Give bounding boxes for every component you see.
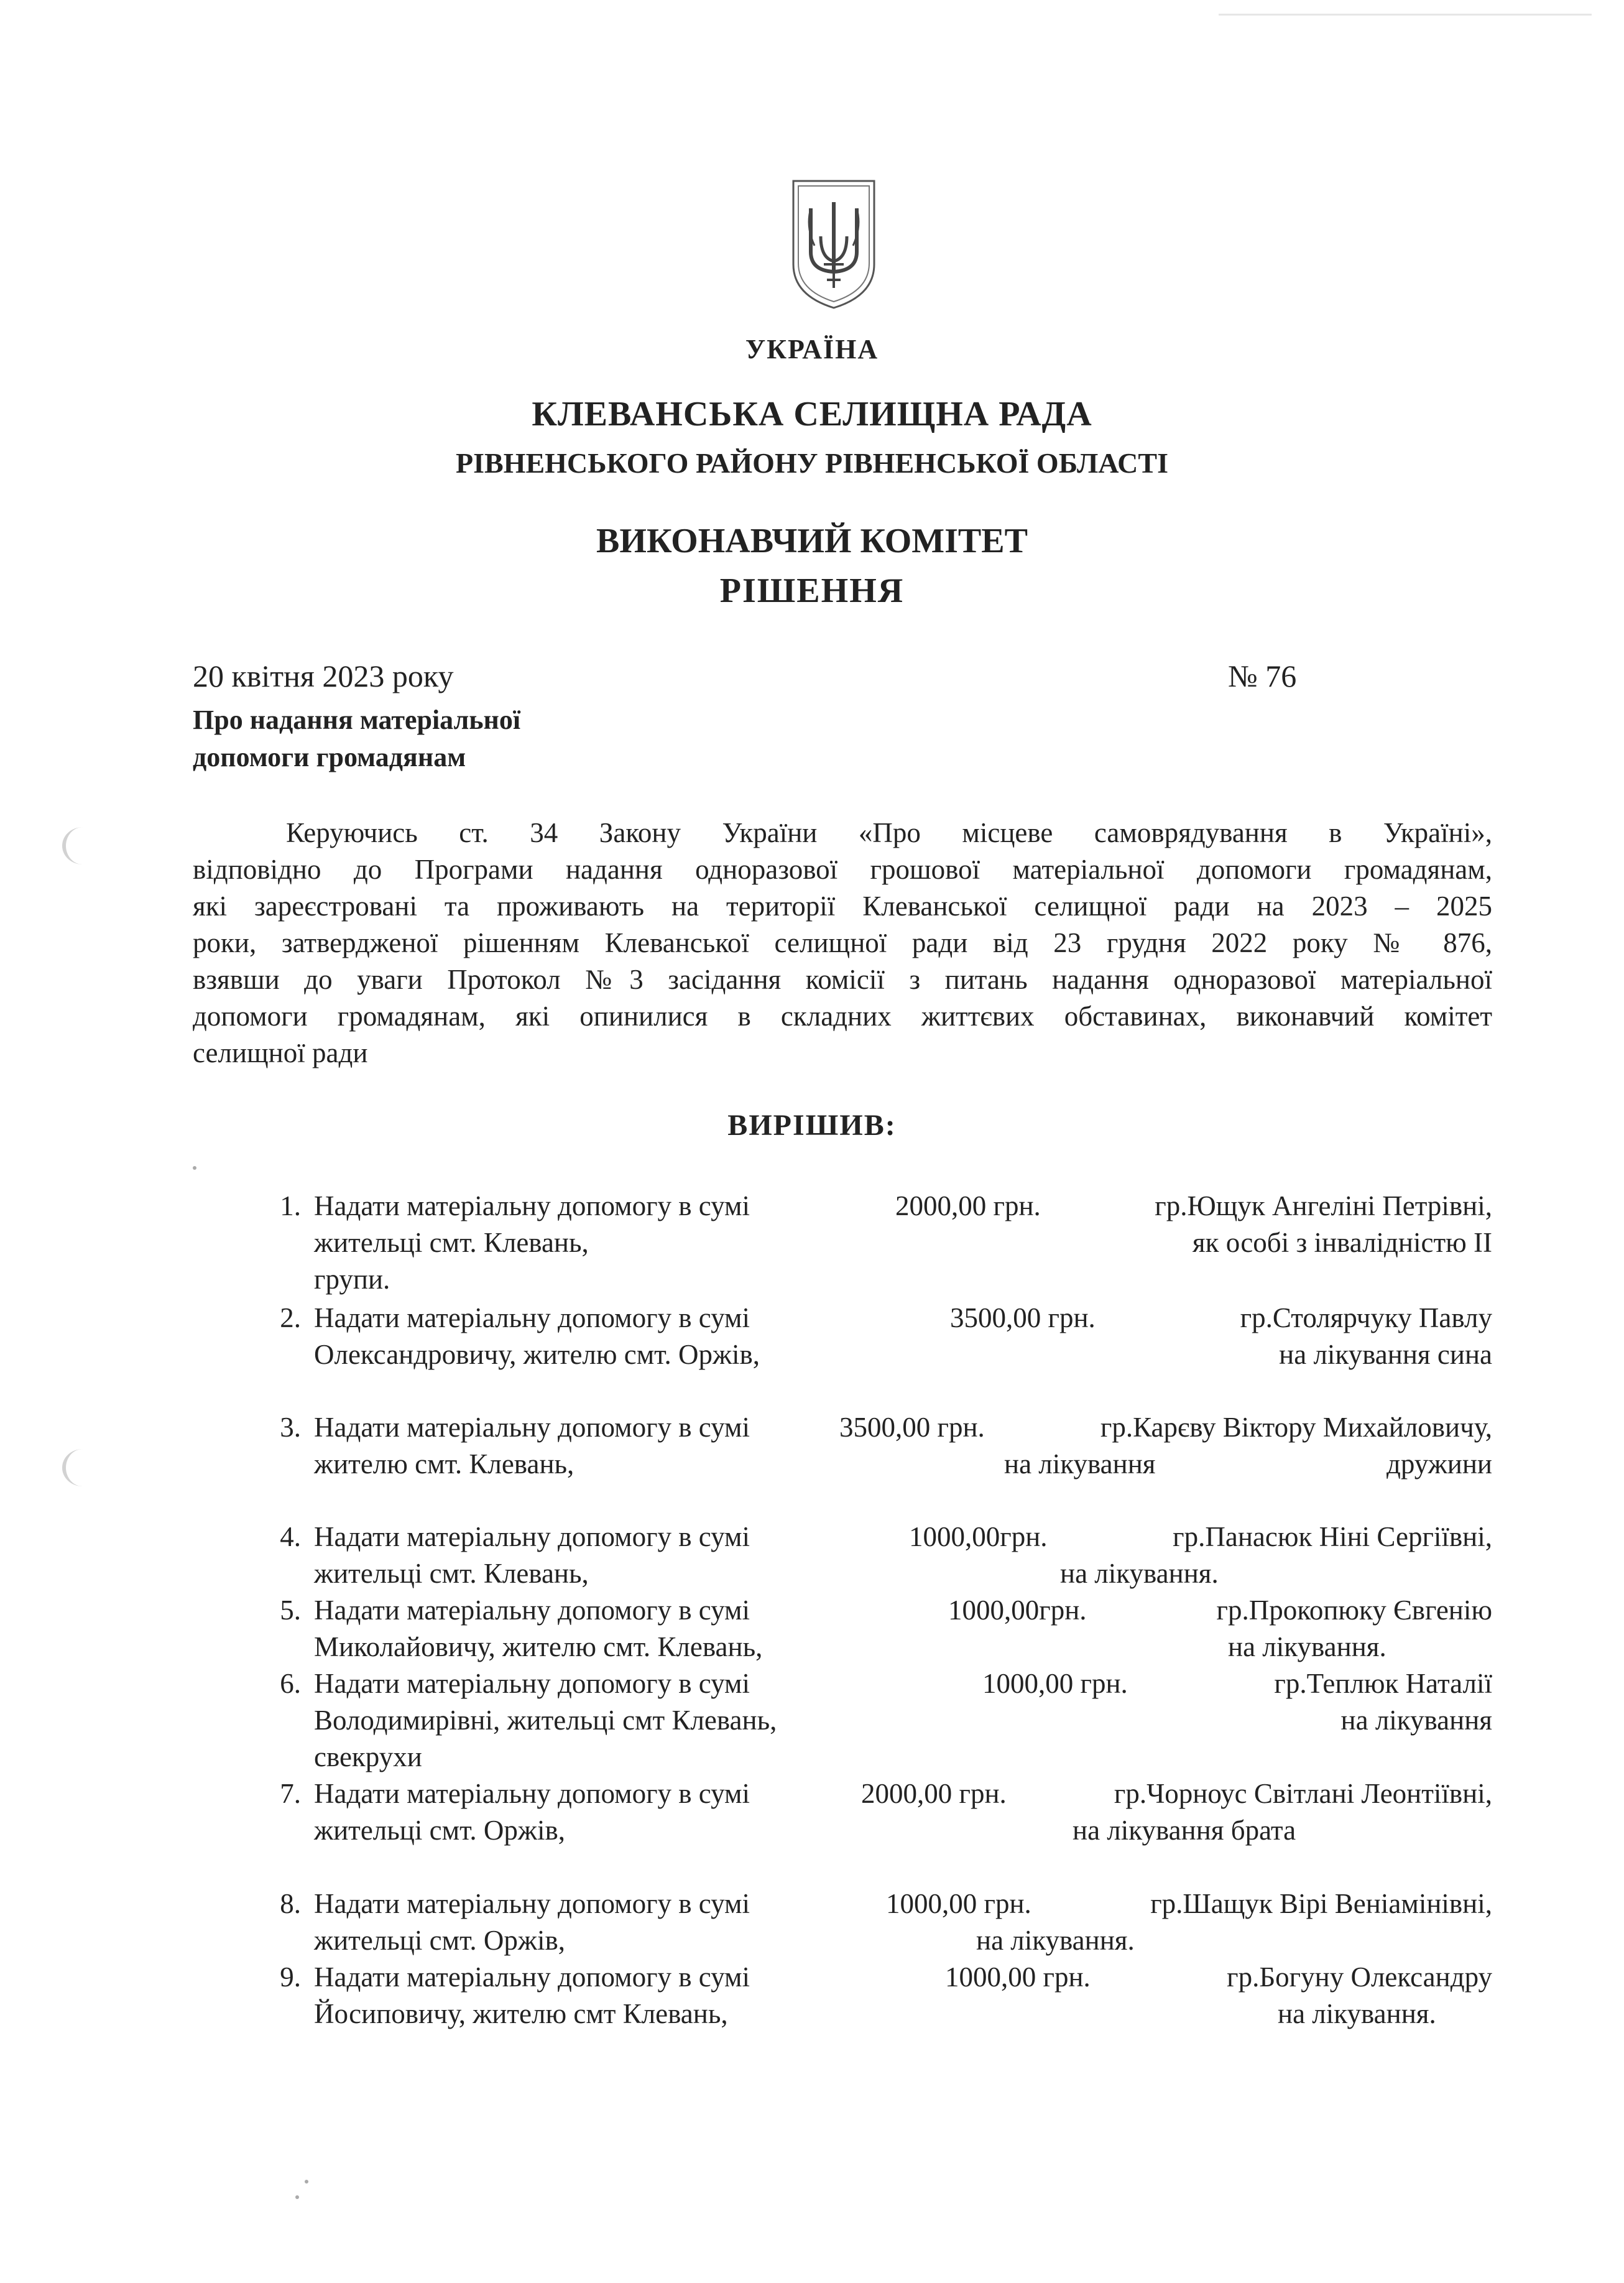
item-purpose: на лікування. (1060, 1558, 1219, 1589)
item-number: 8. (280, 1888, 301, 1919)
item-residence: Володимирівні, жительці смт Клевань, (314, 1705, 777, 1736)
preamble-line: селищної ради (193, 1037, 368, 1068)
decision-date: 20 квітня 2023 року (193, 659, 454, 693)
item-amount: 1000,00 грн. (982, 1668, 1128, 1699)
preamble-line: роки, затвердженої рішенням Клеванської селищної ради від 23 грудня 2022 року № 876, (193, 927, 1492, 958)
item-recipient: гр.Карєву Віктору Михайловичу, (1100, 1412, 1492, 1443)
item-purpose-continued: групи. (314, 1264, 390, 1295)
subject-line: Про надання матеріальної (193, 705, 521, 735)
council-heading: КЛЕВАНСЬКА СЕЛИЩНА РАДА (532, 395, 1092, 433)
preamble-line: які зареєстровані та проживають на території Клеванської селищної ради на 2023 – 2025 (193, 891, 1492, 922)
item-number: 3. (280, 1412, 301, 1443)
item-amount: 3500,00 грн. (839, 1412, 985, 1443)
item-purpose: на лікування. (1228, 1631, 1386, 1662)
resolved-heading: ВИРІШИВ: (727, 1109, 897, 1142)
scan-artifact-dot (295, 2195, 299, 2199)
preamble-line: взявши до уваги Протокол №3 засідання комісії з питань надання одноразової матеріальної (193, 964, 1492, 995)
item-purpose: на лікування. (1278, 1998, 1436, 2029)
item-number: 7. (280, 1778, 301, 1809)
scan-artifact-dot (305, 2180, 308, 2183)
item-text: Надати матеріальну допомогу в сумі (314, 1412, 750, 1443)
item-number: 6. (280, 1668, 301, 1699)
item-residence: жителю смт. Клевань, (314, 1448, 574, 1480)
decision-number: № 76 (1228, 659, 1297, 693)
item-residence: жительці смт. Клевань, (314, 1558, 589, 1589)
item-purpose: на лікування. (976, 1925, 1135, 1956)
item-number: 9. (280, 1961, 301, 1993)
decision-subject (193, 702, 520, 776)
item-text: Надати матеріальну допомогу в сумі (314, 1668, 750, 1699)
subject-line: допомоги громадянам (193, 742, 466, 772)
item-text: Надати матеріальну допомогу в сумі (314, 1961, 750, 1993)
item-text: Надати матеріальну допомогу в сумі (314, 1521, 750, 1552)
item-purpose-continued: свекрухи (314, 1741, 422, 1772)
item-residence: жительці смт. Оржів, (314, 1925, 565, 1956)
item-purpose: на лікування брата (1073, 1815, 1296, 1846)
item-amount: 2000,00 грн. (895, 1190, 1041, 1221)
item-amount: 2000,00 грн. (861, 1778, 1007, 1809)
item-text: Надати матеріальну допомогу в сумі (314, 1190, 750, 1221)
item-amount: 1000,00 грн. (945, 1961, 1091, 1993)
item-recipient: гр.Шащук Вірі Веніамінівні, (1150, 1888, 1492, 1919)
preamble-paragraph (193, 815, 1492, 1072)
item-purpose-continued: дружини (1386, 1448, 1492, 1480)
item-amount: 1000,00 грн. (886, 1888, 1031, 1919)
item-residence: Йосиповичу, жителю смт Клевань, (314, 1998, 728, 2029)
coat-of-arms-icon (790, 177, 878, 311)
item-number: 5. (280, 1595, 301, 1626)
item-purpose: на лікування (1004, 1448, 1156, 1480)
item-purpose: на лікування (1340, 1705, 1492, 1736)
item-text: Надати матеріальну допомогу в сумі (314, 1302, 750, 1333)
item-residence: жительці смт. Клевань, (314, 1227, 589, 1258)
item-number: 2. (280, 1302, 301, 1333)
item-amount: 3500,00 грн. (950, 1302, 1096, 1333)
item-recipient: гр.Чорноус Світлані Леонтіївні, (1114, 1778, 1492, 1809)
committee-heading: ВИКОНАВЧИЙ КОМІТЕТ (596, 522, 1028, 560)
district-heading: РІВНЕНСЬКОГО РАЙОНУ РІВНЕНСЬКОЇ ОБЛАСТІ (456, 447, 1168, 479)
preamble-line: допомоги громадянам, які опинилися в складних життєвих обставинах, виконавчий комітет (193, 1001, 1492, 1032)
scan-artifact-mark (62, 827, 103, 864)
country-heading: УКРАЇНА (745, 334, 879, 364)
item-recipient: гр.Ющук Ангеліні Петрівні, (1155, 1190, 1492, 1221)
item-amount: 1000,00грн. (948, 1595, 1087, 1626)
item-residence: Миколайовичу, жителю смт. Клевань, (314, 1631, 763, 1662)
item-recipient: гр.Богуну Олександру (1227, 1961, 1492, 1993)
preamble-line: відповідно до Програми надання одноразової грошової матеріальної допомоги громадянам, (193, 854, 1492, 885)
item-number: 1. (280, 1190, 301, 1221)
preamble-line: Керуючись ст. 34 Закону України «Про місцеве самоврядування в Україні», (286, 817, 1492, 848)
item-text: Надати матеріальну допомогу в сумі (314, 1778, 750, 1809)
item-recipient: гр.Столярчуку Павлу (1240, 1302, 1492, 1333)
item-text: Надати матеріальну допомогу в сумі (314, 1595, 750, 1626)
scan-artifact-mark (62, 1449, 103, 1486)
item-residence: жительці смт. Оржів, (314, 1815, 565, 1846)
item-purpose: як особі з інвалідністю ІІ (1192, 1227, 1492, 1258)
item-residence: Олександровичу, жителю смт. Оржів, (314, 1339, 760, 1370)
item-recipient: гр.Прокопюку Євгенію (1216, 1595, 1492, 1626)
scan-artifact-line (1219, 14, 1592, 16)
item-purpose: на лікування сина (1279, 1339, 1492, 1370)
item-text: Надати матеріальну допомогу в сумі (314, 1888, 750, 1919)
document-type-heading: РІШЕННЯ (719, 572, 905, 610)
item-recipient: гр.Панасюк Ніні Сергіївні, (1173, 1521, 1492, 1552)
scan-artifact-dot (193, 1166, 196, 1170)
item-recipient: гр.Теплюк Наталії (1274, 1668, 1492, 1699)
item-number: 4. (280, 1521, 301, 1552)
item-amount: 1000,00грн. (909, 1521, 1048, 1552)
